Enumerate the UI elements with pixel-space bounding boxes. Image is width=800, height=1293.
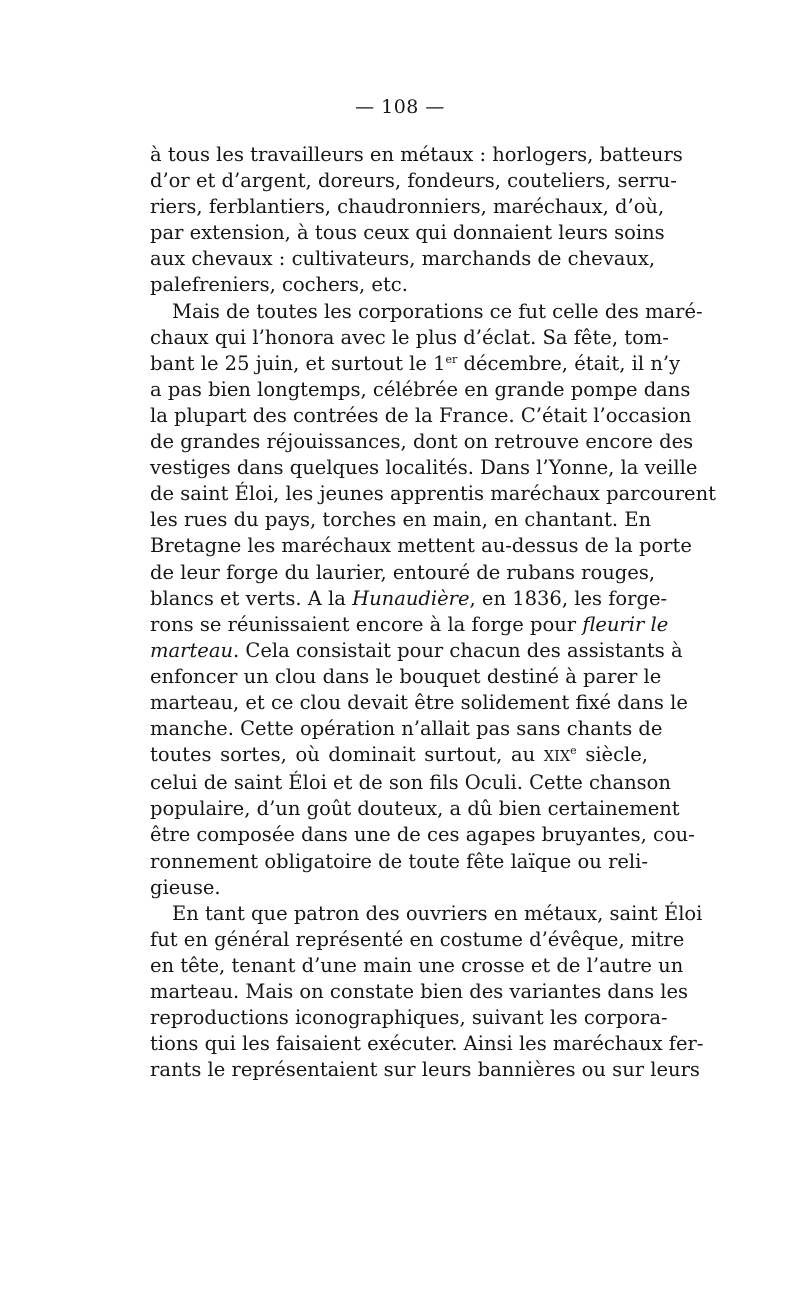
text-line: la plupart des contrées de la France. C’était l’occasion <box>150 403 692 427</box>
italic-phrase: fleurir le <box>582 612 669 636</box>
text-run: . Cela consistait pour chacun des assistants à <box>233 638 683 662</box>
text-line: les rues du pays, torches en main, en chantant. En <box>150 508 652 532</box>
text-line: ronnement obligatoire de toute fête laïque ou reli- <box>150 849 648 873</box>
page-number: — 108 — <box>355 96 445 118</box>
text-line <box>150 351 681 377</box>
text-line: de grandes réjouissances, dont on retrouve encore des <box>150 430 694 454</box>
text-line: enfoncer un clou dans le bouquet destiné à parer le <box>150 664 662 688</box>
text-line: être composée dans une de ces agapes bruyantes, cou- <box>150 823 695 847</box>
text-line: tions qui les faisaient exécuter. Ainsi les maréchaux fer- <box>150 1032 704 1056</box>
text-line: En tant que patron des ouvriers en métaux, saint Éloi <box>172 901 703 925</box>
text-line: chaux qui l’honora avec le plus d’éclat. Sa fête, tom- <box>150 325 669 349</box>
text-line: par extension, à tous ceux qui donnaient leurs soins <box>150 221 665 245</box>
text-line: Mais de toutes les corporations ce fut celle des maré- <box>172 299 703 323</box>
text-line: a pas bien longtemps, célébrée en grande pompe dans <box>150 377 691 401</box>
text-line: de leur forge du laurier, entouré de rubans rouges, <box>150 560 656 584</box>
text-line: marteau, et ce clou devait être solidement fixé dans le <box>150 690 688 714</box>
roman-numeral: XIX <box>543 749 571 766</box>
body-text <box>150 142 716 1083</box>
text-line <box>150 612 669 638</box>
text-run: toutes sortes, où dominait surtout, au <box>150 743 544 767</box>
paragraph-1 <box>150 142 683 299</box>
text-line: en tête, tenant d’une main une crosse et de l’autre un <box>150 953 684 977</box>
text-line: palefreniers, cochers, etc. <box>150 273 408 297</box>
text-line: d’or et d’argent, doreurs, fondeurs, couteliers, serru- <box>150 169 677 193</box>
text-run: bant le 25 juin, et surtout le 1 <box>150 351 446 375</box>
text-line: marteau. Mais on constate bien des variantes dans les <box>150 980 689 1003</box>
text-line: riers, ferblantiers, chaudronniers, maréchaux, d’où, <box>150 195 665 219</box>
superscript: er <box>445 352 458 366</box>
italic-place-name: Hunaudière <box>352 586 470 610</box>
text-run: rons se réunissaient encore à la forge pour <box>150 612 583 636</box>
text-line: manche. Cette opération n’allait pas sans chants de <box>150 717 663 741</box>
text-line: à tous les travailleurs en métaux : horlogers, batteurs <box>150 143 683 166</box>
text-line <box>150 742 648 770</box>
text-line: de saint Éloi, les jeunes apprentis maréchaux parcourent <box>150 482 716 506</box>
italic-phrase: marteau <box>150 638 233 662</box>
text-line <box>150 638 683 664</box>
text-line: vestiges dans quelques localités. Dans l’Yonne, la veille <box>150 456 698 480</box>
text-line <box>150 586 668 612</box>
text-line: reproductions iconographiques, suivant les corpora- <box>150 1006 668 1030</box>
paragraph-3 <box>150 901 704 1084</box>
text-line: celui de saint Éloi et de son fils Oculi. Cette chanson <box>150 771 671 795</box>
text-line: aux chevaux : cultivateurs, marchands de chevaux, <box>150 247 656 271</box>
text-line: gieuse. <box>150 875 221 899</box>
text-run: blancs et verts. A la <box>150 586 353 610</box>
text-line: fut en général représenté en costume d’évêque, mitre <box>150 927 685 951</box>
text-run: siècle, <box>576 743 648 767</box>
text-run: décembre, était, il n’y <box>457 351 681 375</box>
text-line: Bretagne les maréchaux mettent au-dessus de la porte <box>150 534 692 558</box>
text-line: rants le représentaient sur leurs bannières ou sur leurs <box>150 1058 700 1082</box>
paragraph-2 <box>150 299 716 901</box>
text-run: , en 1836, les forge- <box>469 586 668 610</box>
text-line: populaire, d’un goût douteux, a dû bien certainement <box>150 797 680 821</box>
superscript: e <box>570 744 577 758</box>
